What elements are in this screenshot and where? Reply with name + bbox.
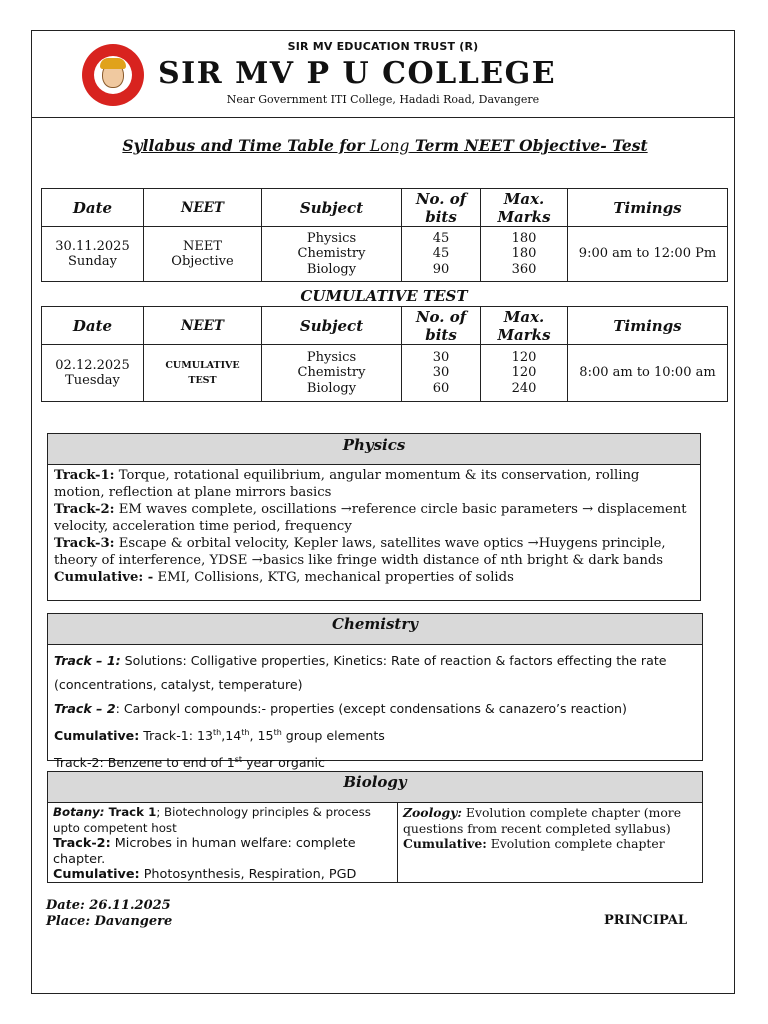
test-bits: 45 45 90: [402, 227, 481, 282]
chemistry-syllabus-box: [47, 613, 703, 771]
arrow-right-icon: →: [251, 553, 263, 568]
test-timings: 8:00 am to 10:00 am: [568, 345, 728, 402]
arrow-right-icon: →: [340, 502, 352, 517]
test-type: CUMULATIVE TEST: [144, 345, 262, 402]
issue-place: Place: Davangere: [46, 914, 173, 929]
chemistry-track-2-organic: Track-2: Benzene to end of 1st year organic: [54, 755, 325, 771]
biology-syllabus-box: [47, 771, 703, 883]
test-date: 30.11.2025 Sunday: [42, 227, 144, 282]
college-address: Near Government ITI College, Hadadi Road, Davangere: [226, 93, 540, 106]
document-title: Syllabus and Time Table for Long Term NEET Objective- Test: [122, 136, 648, 155]
test-marks: 120 120 240: [481, 345, 568, 402]
letterhead: [32, 31, 734, 118]
col-neet: NEET: [144, 307, 262, 345]
chemistry-syllabus: [48, 645, 702, 775]
col-timings: Timings: [568, 189, 728, 227]
col-marks: Max. Marks: [481, 189, 568, 227]
physics-heading: Physics: [48, 434, 700, 465]
chemistry-cumulative: Cumulative: Track-1: 13th,14th, 15th group elements: [54, 728, 385, 744]
physics-syllabus-box: [47, 433, 701, 601]
chemistry-track-2: Track – 2: Carbonyl compounds:- properties (except condensations & canazero’s reaction): [54, 701, 627, 716]
chemistry-track-1: Track – 1: Solutions: Colligative properties, Kinetics: Rate of reaction & factors effecting the rate (concentrations, catalyst, temperature): [54, 653, 667, 692]
physics-syllabus: [48, 465, 700, 586]
physics-track-2: Track-2: EM waves complete, oscillations →reference circle basic parameters → displacement velocity, acceleration time period, frequency: [54, 502, 687, 534]
footer-date-place: [46, 898, 172, 930]
physics-track-3: Track-3: Escape & orbital velocity, Kepler laws, satellites wave optics →Huygens principle, theory of interference, YDSE →basics like fringe width distance of nth bright & dark bands: [54, 536, 666, 568]
table-header-row: [42, 307, 728, 345]
cumulative-test-title: CUMULATIVE TEST: [300, 287, 468, 305]
college-name: SIR MV P U COLLEGE: [158, 56, 557, 91]
cumulative-timetable: [41, 306, 728, 402]
col-bits: No. of bits: [402, 307, 481, 345]
col-subject: Subject: [262, 189, 402, 227]
col-timings: Timings: [568, 307, 728, 345]
test-subjects: Physics Chemistry Biology: [262, 345, 402, 402]
issue-date: Date: 26.11.2025: [46, 898, 171, 913]
test-bits: 30 30 60: [402, 345, 481, 402]
logo-portrait-icon: [94, 56, 132, 94]
neet-timetable: [41, 188, 728, 282]
arrow-right-icon: →: [582, 502, 594, 517]
chemistry-heading: Chemistry: [48, 614, 702, 645]
biology-heading: Biology: [48, 772, 702, 803]
col-marks: Max. Marks: [481, 307, 568, 345]
test-subjects: Physics Chemistry Biology: [262, 227, 402, 282]
col-date: Date: [42, 307, 144, 345]
principal-signature: PRINCIPAL: [604, 913, 688, 928]
col-neet: NEET: [144, 189, 262, 227]
table-header-row: [42, 189, 728, 227]
table-row: [42, 227, 728, 282]
test-date: 02.12.2025 Tuesday: [42, 345, 144, 402]
col-date: Date: [42, 189, 144, 227]
test-marks: 180 180 360: [481, 227, 568, 282]
test-type: NEET Objective: [144, 227, 262, 282]
col-subject: Subject: [262, 307, 402, 345]
physics-cumulative: Cumulative: - EMI, Collisions, KTG, mechanical properties of solids: [54, 570, 514, 585]
col-bits: No. of bits: [402, 189, 481, 227]
arrow-right-icon: →: [527, 536, 539, 551]
test-timings: 9:00 am to 12:00 Pm: [568, 227, 728, 282]
botany-syllabus: Botany: Track 1; Biotechnology principles & process upto competent host Track-2: Microbes in human welfare: complete chapter. Cumulative: Photosynthesis, Respiration, PGD: [48, 803, 398, 883]
physics-track-1: Track-1: Torque, rotational equilibrium, angular momentum & its conservation, rolling motion, reflection at plane mirrors basics: [54, 468, 640, 500]
zoology-syllabus: Zoology: Evolution complete chapter (more questions from recent completed syllabus) Cumulative: Evolution complete chapter: [403, 805, 682, 851]
table-row: [42, 345, 728, 402]
trust-name: SIR MV EDUCATION TRUST (R): [287, 40, 479, 53]
